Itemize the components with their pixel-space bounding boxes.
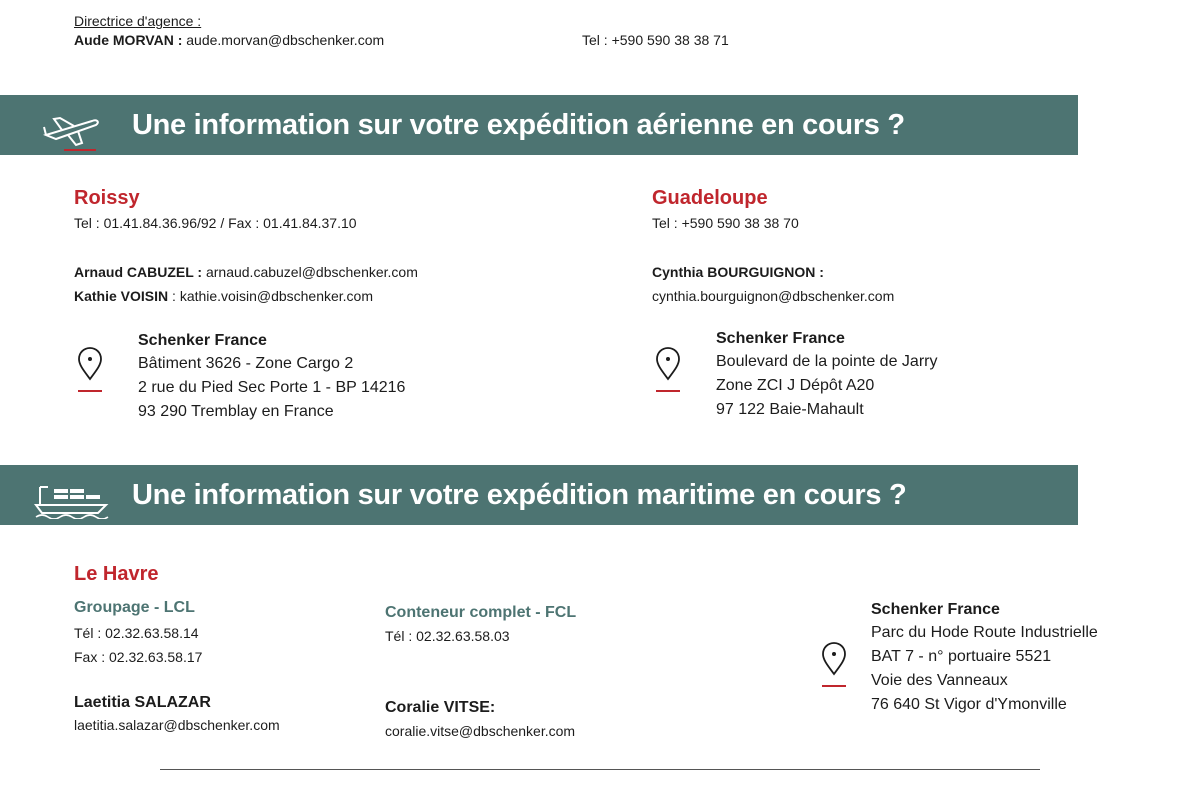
roissy-address — [138, 330, 405, 424]
fcl-contact-email[interactable]: coralie.vitse@dbschenker.com — [385, 723, 576, 739]
agency-name: Aude MORVAN : — [74, 32, 183, 48]
guadeloupe-contact-name: Cynthia BOURGUIGNON : — [652, 264, 824, 280]
roissy-contact-2-sep: : — [168, 288, 180, 304]
guadeloupe-address-line-2: Zone ZCI J Dépôt A20 — [716, 377, 875, 394]
bottom-divider — [160, 769, 1040, 770]
le-havre-address — [871, 599, 1098, 717]
guadeloupe-address — [716, 328, 937, 422]
le-havre-city: Le Havre — [74, 563, 159, 585]
roissy-address-company: Schenker France — [138, 332, 267, 349]
ship-icon — [32, 475, 112, 519]
guadeloupe-address-line-1: Boulevard de la pointe de Jarry — [716, 353, 938, 370]
roissy-address-line-3: 93 290 Tremblay en France — [138, 403, 334, 420]
roissy-phone-fax: Tel : 01.41.84.36.96/92 / Fax : 01.41.84.37.10 — [74, 215, 357, 231]
location-pin-icon — [76, 345, 106, 393]
location-pin-icon — [654, 345, 684, 393]
le-havre-address-company: Schenker France — [871, 601, 1000, 618]
le-havre-address-line-4: 76 640 St Vigor d'Ymonville — [871, 696, 1067, 713]
guadeloupe-phone: Tel : +590 590 38 38 70 — [652, 215, 799, 231]
sea-banner — [0, 465, 1078, 525]
airplane-icon — [42, 105, 102, 151]
guadeloupe-address-company: Schenker France — [716, 330, 845, 347]
lcl-contact-name: Laetitia SALAZAR — [74, 694, 211, 711]
lcl-tel: Tél : 02.32.63.58.14 — [74, 625, 199, 641]
roissy-address-line-2: 2 rue du Pied Sec Porte 1 - BP 14216 — [138, 379, 406, 396]
roissy-contact-2-email[interactable]: kathie.voisin@dbschenker.com — [179, 288, 374, 304]
lcl-contact-email[interactable]: laetitia.salazar@dbschenker.com — [74, 717, 280, 733]
roissy-contact-2-name: Kathie VOISIN — [74, 288, 169, 304]
air-banner-title: Une information sur votre expédition aérienne en cours ? — [132, 109, 905, 141]
fcl-tel: Tél : 02.32.63.58.03 — [385, 628, 510, 644]
roissy-address-line-1: Bâtiment 3626 - Zone Cargo 2 — [138, 355, 354, 372]
roissy-city: Roissy — [74, 187, 140, 209]
air-banner — [0, 95, 1078, 155]
roissy-contact-1 — [74, 263, 418, 281]
fcl-title: Conteneur complet - FCL — [385, 604, 577, 621]
roissy-contact-1-name: Arnaud CABUZEL : — [74, 264, 203, 280]
lcl-title: Groupage - LCL — [74, 599, 195, 616]
sea-banner-title: Une information sur votre expédition maritime en cours ? — [132, 479, 907, 511]
agency-contact — [74, 31, 384, 49]
fcl-contact-name: Coralie VITSE: — [385, 699, 496, 716]
roissy-contact-2 — [74, 287, 373, 305]
agency-email-link[interactable]: aude.morvan@dbschenker.com — [186, 32, 385, 48]
guadeloupe-city: Guadeloupe — [652, 187, 768, 209]
le-havre-address-line-3: Voie des Vanneaux — [871, 672, 1008, 689]
agency-tel: Tel : +590 590 38 38 71 — [582, 32, 729, 48]
agency-role-label: Directrice d'agence : — [74, 13, 202, 29]
le-havre-address-line-1: Parc du Hode Route Industrielle — [871, 624, 1098, 641]
roissy-contact-1-email[interactable]: arnaud.cabuzel@dbschenker.com — [205, 264, 418, 280]
le-havre-address-line-2: BAT 7 - n° portuaire 5521 — [871, 648, 1052, 665]
location-pin-icon — [820, 640, 850, 688]
guadeloupe-address-line-3: 97 122 Baie-Mahault — [716, 401, 864, 418]
lcl-fax: Fax : 02.32.63.58.17 — [74, 649, 203, 665]
guadeloupe-contact-email[interactable]: cynthia.bourguignon@dbschenker.com — [652, 288, 895, 304]
